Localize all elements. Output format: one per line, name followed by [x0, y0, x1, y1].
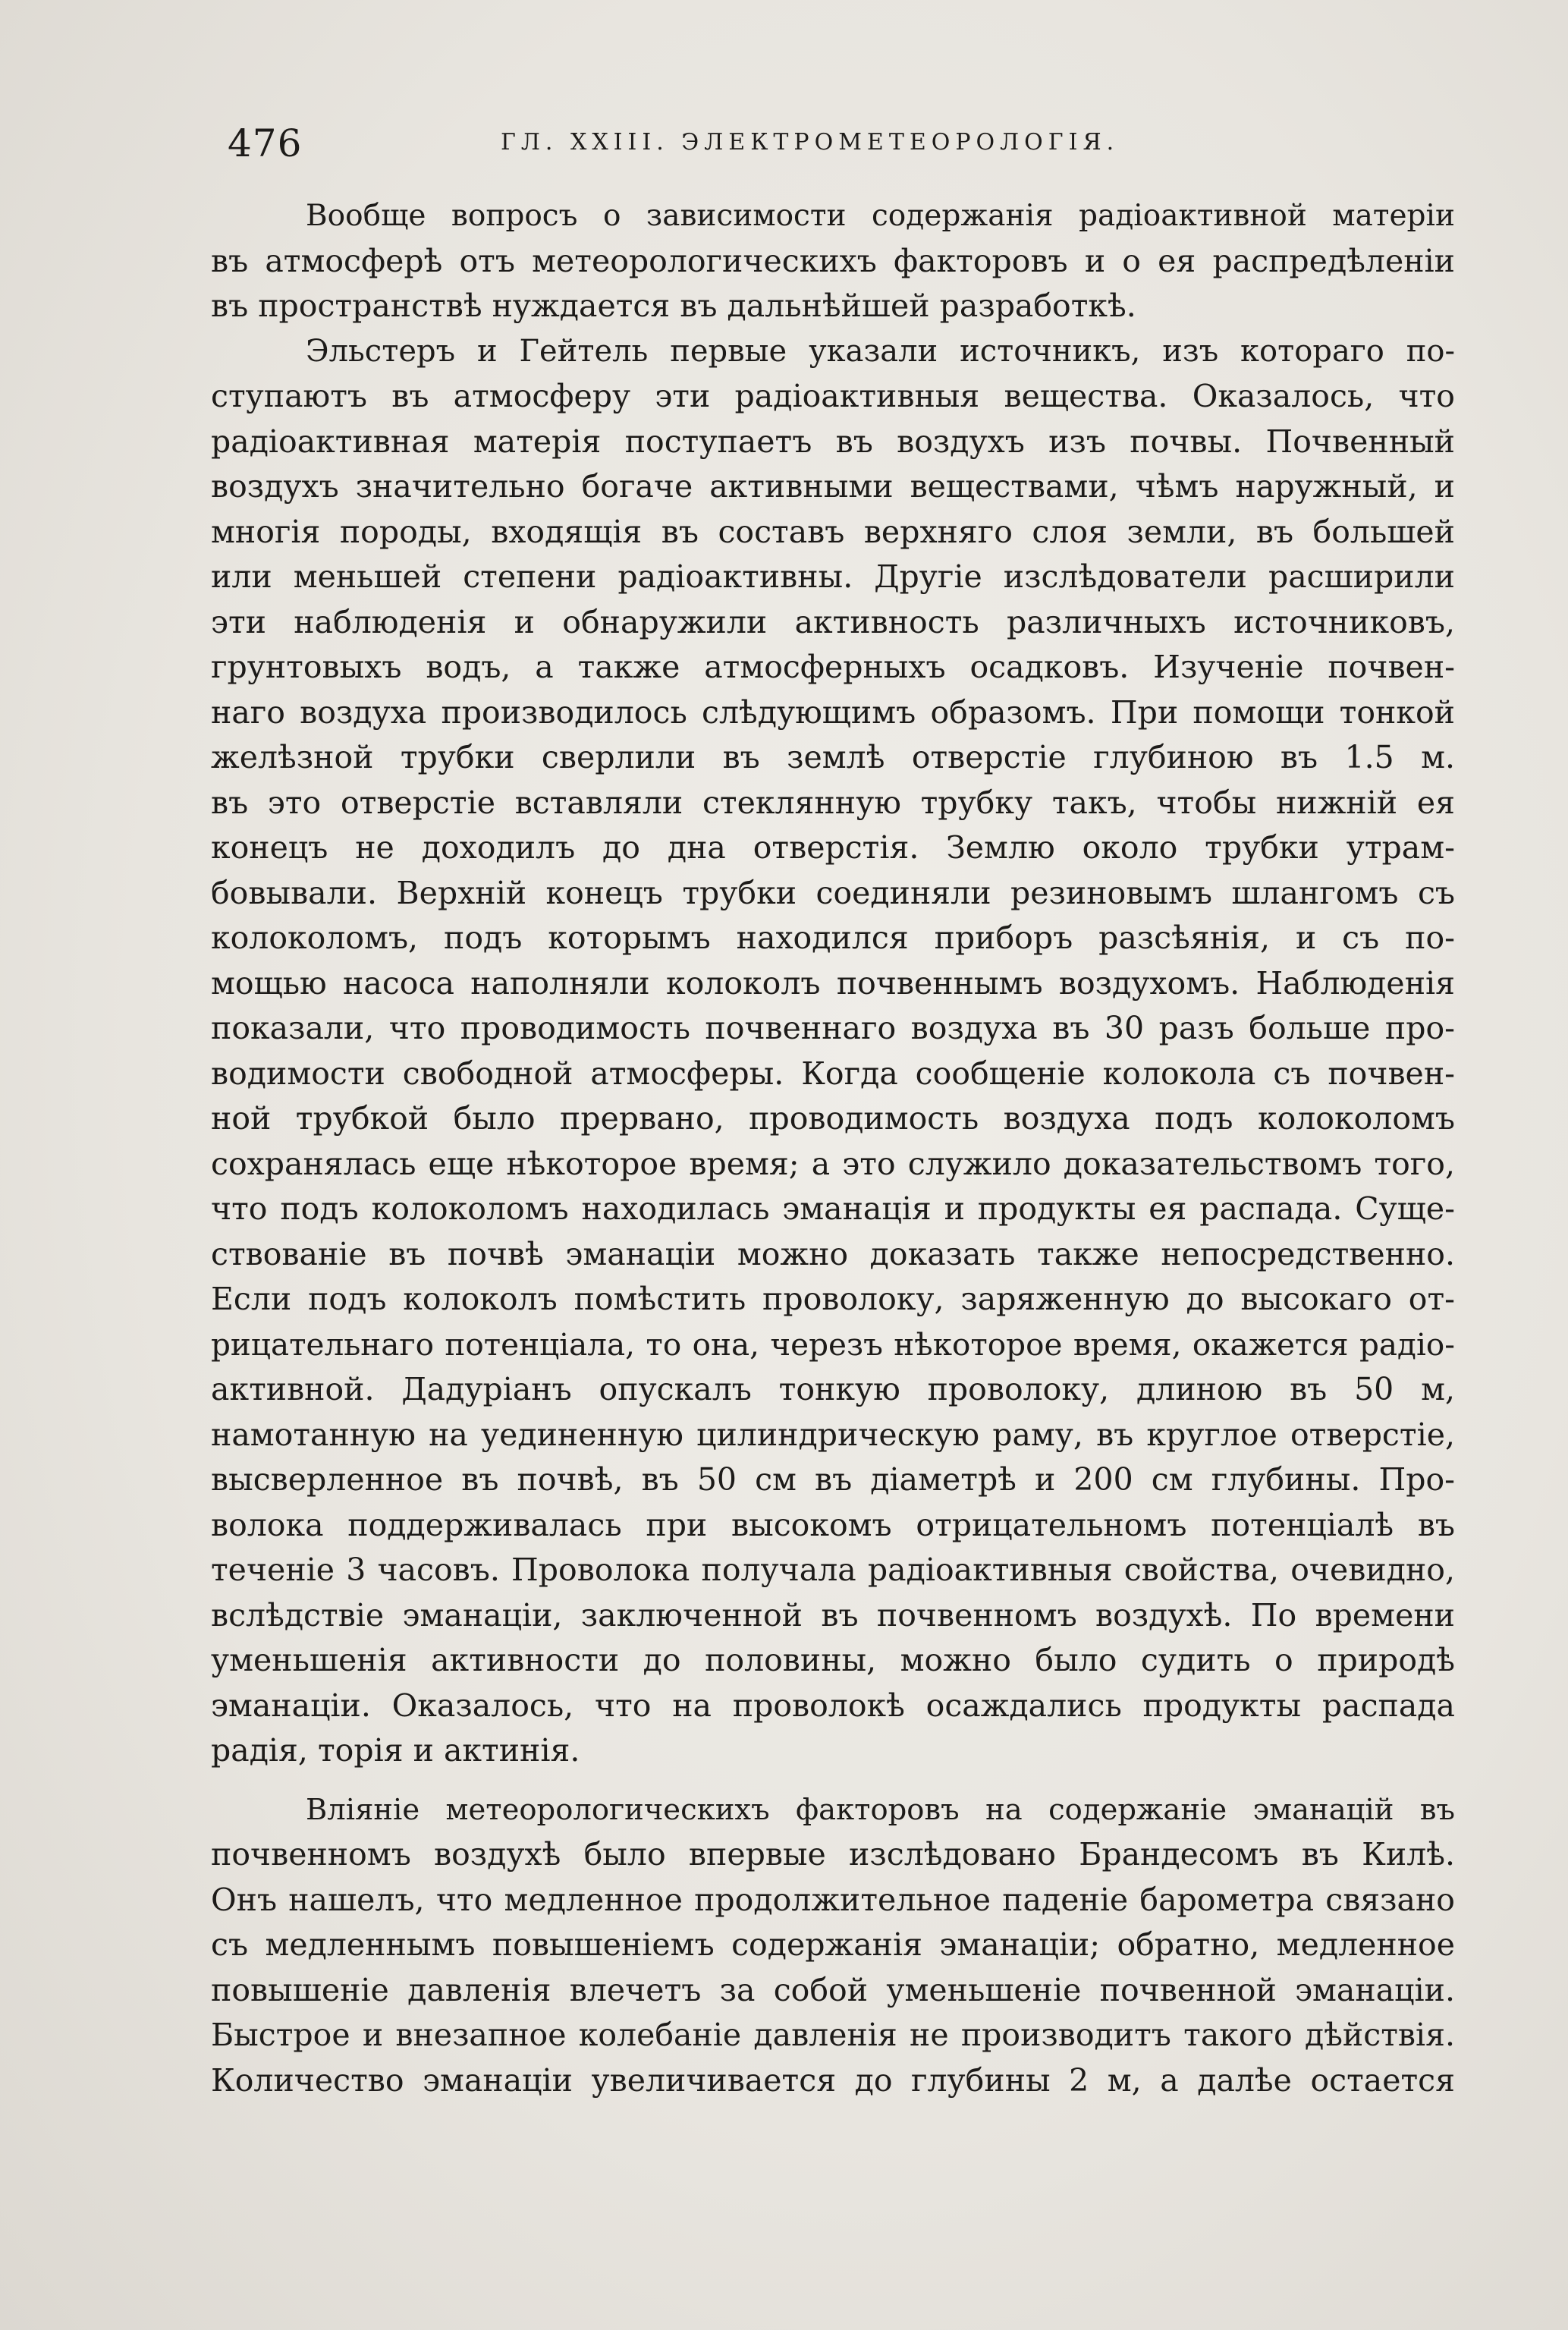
text-line: что подъ колоколомъ находилась эманація и продукты ея распада. Суще-: [211, 1190, 1455, 1227]
text-line: воздухъ значительно богаче активными веществами, чѣмъ наружный, и: [211, 468, 1455, 505]
text-line: многія породы, входящія въ составъ верхняго слоя земли, въ большей: [211, 513, 1455, 550]
text-line: намотанную на уединенную цилиндрическую раму, въ круглое отверстіе,: [211, 1416, 1455, 1453]
text-line: Эльстеръ и Гейтель первые указали источникъ, изъ котораго по-: [306, 333, 1455, 369]
text-line: высверленное въ почвѣ, въ 50 см въ діаметрѣ и 200 см глубины. Про-: [211, 1461, 1455, 1498]
running-head: ГЛ. XXIII. ЭЛЕКТРОМЕТЕОРОЛОГІЯ.: [501, 129, 1120, 156]
text-line: водимости свободной атмосферы. Когда сообщеніе колокола съ почвен-: [211, 1055, 1455, 1092]
text-line: радія, торія и актинія.: [211, 1732, 580, 1769]
text-line: повышеніе давленія влечетъ за собой уменьшеніе почвенной эманаціи.: [211, 1971, 1455, 2008]
text-line: съ медленнымъ повышеніемъ содержанія эманаціи; обратно, медленное: [211, 1926, 1455, 1963]
text-line: эти наблюденія и обнаружили активность различныхъ источниковъ,: [211, 603, 1455, 640]
text-line: эманаціи. Оказалось, что на проволокѣ осаждались продукты распада: [211, 1687, 1455, 1724]
text-line: Вообще вопросъ о зависимости содержанія радіоактивной матеріи: [306, 199, 1455, 233]
text-line: ступаютъ въ атмосферу эти радіоактивныя вещества. Оказалось, что: [211, 378, 1455, 414]
text-line: конецъ не доходилъ до дна отверстія. Землю около трубки утрам-: [211, 829, 1455, 866]
text-line: бовывали. Верхній конецъ трубки соединяли резиновымъ шлангомъ съ: [211, 874, 1455, 911]
text-line: Вліяніе метеорологическихъ факторовъ на содержаніе эманацій въ: [306, 1792, 1455, 1827]
text-line: рицательнаго потенціала, то она, черезъ нѣкоторое время, окажется радіо-: [211, 1325, 1455, 1363]
text-line: волока поддерживалась при высокомъ отрицательномъ потенціалѣ въ: [211, 1506, 1455, 1543]
text-line: Быстрое и внезапное колебаніе давленія не производитъ такого дѣйствія.: [211, 2017, 1455, 2053]
text-line: мощью насоса наполняли колоколъ почвеннымъ воздухомъ. Наблюденія: [211, 964, 1455, 1001]
text-line: Количество эманаціи увеличивается до глубины 2 м, а далѣе остается: [211, 2061, 1455, 2099]
text-line: колоколомъ, подъ которымъ находился приборъ разсѣянія, и съ по-: [211, 920, 1455, 956]
text-line: грунтовыхъ водъ, а также атмосферныхъ осадковъ. Изученіе почвен-: [211, 649, 1455, 685]
text-line: въ это отверстіе вставляли стеклянную трубку такъ, чтобы нижній ея: [211, 784, 1455, 821]
text-line: ной трубкой было прервано, проводимость воздуха подъ колоколомъ: [211, 1100, 1455, 1137]
text-line: активной. Дадуріанъ опускалъ тонкую проволоку, длиною въ 50 м,: [211, 1371, 1455, 1407]
text-line: Если подъ колоколъ помѣстить проволоку, заряженную до высокаго от-: [211, 1281, 1455, 1317]
text-line: Онъ нашелъ, что медленное продолжительное паденіе барометра связано: [211, 1881, 1455, 1918]
text-line: ствованіе въ почвѣ эманаціи можно доказать также непосредственно.: [211, 1235, 1455, 1272]
text-line: или меньшей степени радіоактивны. Другіе изслѣдователи расширили: [211, 558, 1455, 595]
page-header: [228, 114, 1456, 167]
text-line: показали, что проводимость почвеннаго воздуха въ 30 разъ больше про-: [211, 1010, 1455, 1046]
page-number: 476: [228, 121, 303, 165]
text-line: сохранялась еще нѣкоторое время; а это служило доказательствомъ того,: [211, 1145, 1455, 1182]
text-line: въ атмосферѣ отъ метеорологическихъ факторовъ и о ея распредѣленіи: [211, 242, 1455, 279]
text-line: почвенномъ воздухѣ было впервые изслѣдовано Брандесомъ въ Килѣ.: [211, 1836, 1455, 1872]
text-line: радіоактивная матерія поступаетъ въ воздухъ изъ почвы. Почвенный: [211, 423, 1455, 460]
text-line: желѣзной трубки сверлили въ землѣ отверстіе глубиною въ 1.5 м.: [211, 739, 1455, 775]
body-text: [211, 193, 1455, 2103]
text-line: въ пространствѣ нуждается въ дальнѣйшей разработкѣ.: [211, 288, 1136, 324]
text-line: вслѣдствіе эманаціи, заключенной въ почвенномъ воздухѣ. По времени: [211, 1596, 1455, 1634]
text-line: наго воздуха производилось слѣдующимъ образомъ. При помощи тонкой: [211, 693, 1455, 731]
text-line: уменьшенія активности до половины, можно было судить о природѣ: [211, 1642, 1455, 1678]
text-line: теченіе 3 часовъ. Проволока получала радіоактивныя свойства, очевидно,: [211, 1552, 1455, 1588]
